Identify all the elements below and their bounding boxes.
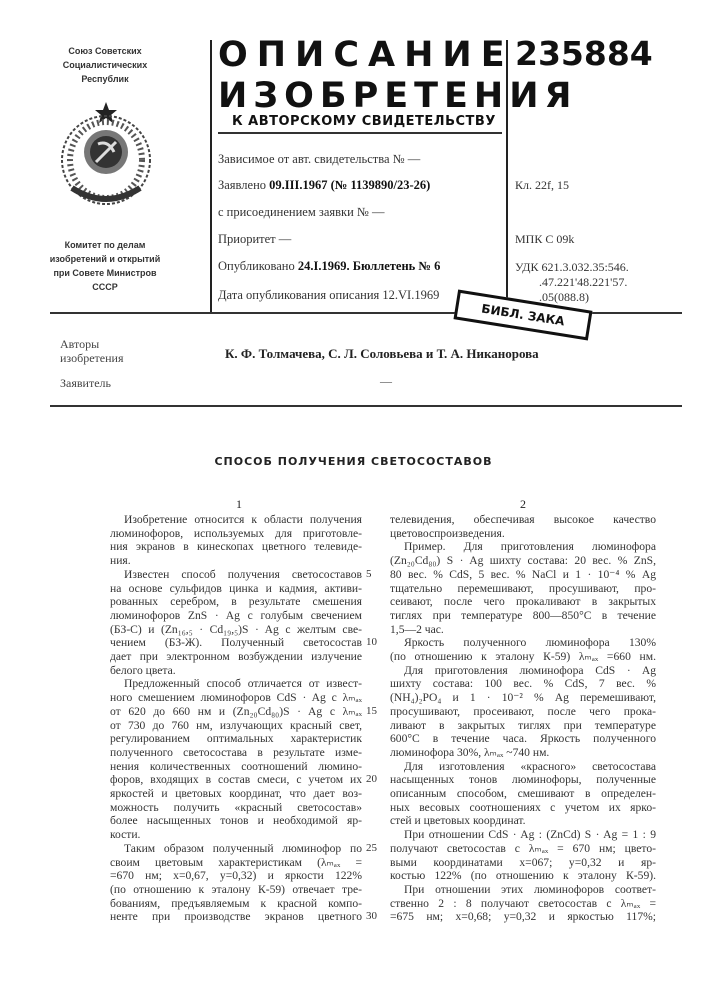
line-number: 25 [366,842,377,854]
text-line: полученного светосостава в результате изме- [110,746,362,760]
text-line: 80 вес. % CdS, 5 вес. % NaCl и 1 · 10⁻⁴ % Ag [390,568,656,582]
field-label: Заявлено [218,178,266,192]
text-line: люминофоров, используемых для приготовле- [110,527,362,541]
line-number: 30 [366,910,377,922]
text-line: чением (БЗ-Ж). Полученный светосостав [110,636,362,650]
text-line: (по отношению к эталону К-59) отвечает тре- [110,883,362,897]
text-line: люминофора 30%, λₘₐₓ ~740 нм. [390,746,656,760]
text-line: телевидения, обеспечивая высокое качество [390,513,656,527]
text-line: Пример. Для приготовления люминофора [390,540,656,554]
text-line: костью 122% (по отношению к эталону К-59). [390,869,656,883]
text-line: сеивают, после чего прокаливают в закрытых [390,595,656,609]
text-line: стей и цветовых координат. [390,814,656,828]
field-dependent [218,152,420,167]
text-line: от 730 до 760 нм, излучающих красный свет, [110,719,362,733]
field-value: — [372,205,385,219]
text-line: люминофоров ZnS · Ag с голубым свечением [110,609,362,623]
field-label: Опубликовано [218,259,295,273]
text-line: белого цвета. [110,664,362,678]
field-filed [218,178,430,193]
text-line: ного смешением люминофоров CdS · Ag с λₘₐₓ [110,691,362,705]
field-value: — [408,152,421,166]
text-line: =670 нм; x=0,67, y=0,32) и яркости 122% [110,869,362,883]
org-line: изобретений и открытий [40,252,170,266]
text-line: Для изготовления «красного» светосостава [390,760,656,774]
text-line: дает при электронном возбуждении излучение [110,650,362,664]
text-line: цветовоспроизведения. [390,527,656,541]
field-value: 24.I.1969. Бюллетень № 6 [298,259,441,273]
text-line: кости. [110,828,362,842]
field-description-date [218,288,439,303]
field-attached [218,205,384,220]
patent-number: 235884 [515,34,653,73]
text-line: шихту состава: 100 вес. % CdS, 7 вес. % [390,677,656,691]
class-code: Кл. 22f, 15 [515,178,569,193]
text-line: ливают в закрытых тиглях при температуре [390,719,656,733]
applicant-label: Заявитель [60,376,111,391]
committee-org [40,238,170,294]
field-value: — [279,232,292,246]
library-stamp: БИБЛ. ЗАКА [453,290,592,341]
text-line: яркостей и цветовых координат, что дает воз- [110,787,362,801]
text-line: Яркость полученного люминофора 130% [390,636,656,650]
text-line: регулированием оптимальных характеристик [110,732,362,746]
org-line: Республик [40,72,170,86]
text-line: Предложенный способ отличается от извест- [110,677,362,691]
text-line: 600°С в течение часа. Яркость полученного [390,732,656,746]
left-column [110,513,362,924]
text-line: форов, входящих в состав смеси, с учетом их [110,773,362,787]
field-label: Дата опубликования описания [218,288,379,302]
title-line-2: ИЗОБРЕТЕНИЯ [218,77,577,115]
issuer-org [40,44,170,86]
text-line: (NH₄)₂PO₄ и 1 · 10⁻² % Ag перемешивают, [390,691,656,705]
text-line: на основе сульфидов цинка и кадмия, активи- [110,582,362,596]
text-line: При отношении этих люминофоров соответ- [390,883,656,897]
udk-line: .05(088.8) [515,290,629,305]
text-line: 1,5—2 час. [390,623,656,637]
text-line: ния. [110,554,362,568]
udk-line: .47.221'48.221'57. [515,275,629,290]
line-number: 10 [366,636,377,648]
text-line: Для приготовления люминофора CdS · Ag [390,664,656,678]
field-priority [218,232,291,247]
org-line: при Совете Министров [40,266,170,280]
text-line: ненте при производстве экранов цветного [110,910,362,924]
text-line: более насыщенных тонов и необходимой яр- [110,814,362,828]
udk-line: УДК 621.3.032.35:546. [515,260,629,275]
line-number: 5 [366,568,372,580]
text-line: можность получить «красный светосостав» [110,801,362,815]
text-line: бованиям, предъявляемым к красной компо- [110,897,362,911]
text-line: тщательно перемешивают, просушивают, про- [390,582,656,596]
text-line: ния экранов в кинескопах цветного телевиде- [110,540,362,554]
divider [50,405,682,407]
divider [218,132,502,134]
org-line: Союз Советских [40,44,170,58]
org-line: СССР [40,280,170,294]
document-title: СПОСОБ ПОЛУЧЕНИЯ СВЕТОСОСТАВОВ [0,455,707,468]
text-line: (по отношению к эталону К-59) λₘₐₓ =660 нм. [390,650,656,664]
line-number: 20 [366,773,377,785]
column-number-2: 2 [520,497,526,512]
text-line: (Zn₂₀Cd₈₀) S · Ag шихту состава: 20 вес. % ZnS, [390,554,656,568]
text-line: рованных серебром, в результате смешения [110,595,362,609]
subtitle: К АВТОРСКОМУ СВИДЕТЕЛЬСТВУ [232,114,496,129]
line-number: 15 [366,705,377,717]
field-label: с присоединением заявки № [218,205,369,219]
label-line: изобретения [60,351,123,365]
text-line: ственно 2 : 8 получают светосостав с λₘₐₓ = [390,897,656,911]
text-line: своим цветовым характеристикам (λₘₐₓ = [110,856,362,870]
title-line-1: ОПИСАНИЕ [218,36,514,74]
mpk-code: МПК C 09k [515,232,574,247]
text-line: от 620 до 660 нм и (Zn₂₀Cd₈₀)S · Ag с λₘₐₓ [110,705,362,719]
applicant-value: — [380,374,392,389]
text-line: нения количественных соотношений люмино- [110,760,362,774]
text-line: При отношении CdS · Ag : (ZnCd) S · Ag = 1 : 9 [390,828,656,842]
org-line: Социалистических [40,58,170,72]
authors-label [60,337,123,365]
text-line: получают светосостав с λₘₐₓ = 670 нм; цвето- [390,842,656,856]
text-line: Таким образом полученный люминофор по [110,842,362,856]
field-label: Зависимое от авт. свидетельства № [218,152,405,166]
divider [210,40,212,312]
text-line: Изобретение относится к области получения [110,513,362,527]
ussr-emblem-icon [58,100,154,208]
text-line: Известен способ получения светосоставов [110,568,362,582]
text-line: описанным способом, смешивают в определен- [390,787,656,801]
authors-names: К. Ф. Толмачева, С. Л. Соловьева и Т. А. Никанорова [225,346,539,362]
text-line: тиглях при температуре 800—850°С в течение [390,609,656,623]
field-value: 12.VI.1969 [382,288,439,302]
udk-code [515,260,629,305]
text-line: просушивают, просеивают, после чего прока- [390,705,656,719]
org-line: Комитет по делам [40,238,170,252]
text-line: ных весовых соотношениях с учетом их ярко- [390,801,656,815]
right-column [390,513,656,924]
field-value: 09.III.1967 (№ 1139890/23-26) [269,178,430,192]
label-line: Авторы [60,337,123,351]
field-label: Приоритет [218,232,276,246]
field-published [218,259,440,274]
text-line: насыщенных тонов люминофоры, полученные [390,773,656,787]
text-line: выми координатами x=067; y=0,32 и яр- [390,856,656,870]
column-number-1: 1 [236,497,242,512]
text-line: =675 нм; x=0,68; y=0,32 и яркостью 117%; [390,910,656,924]
text-line: (БЗ-С) и (Zn₁₆,₅ · Cd₁₉,₅)S · Ag с желтым све- [110,623,362,637]
